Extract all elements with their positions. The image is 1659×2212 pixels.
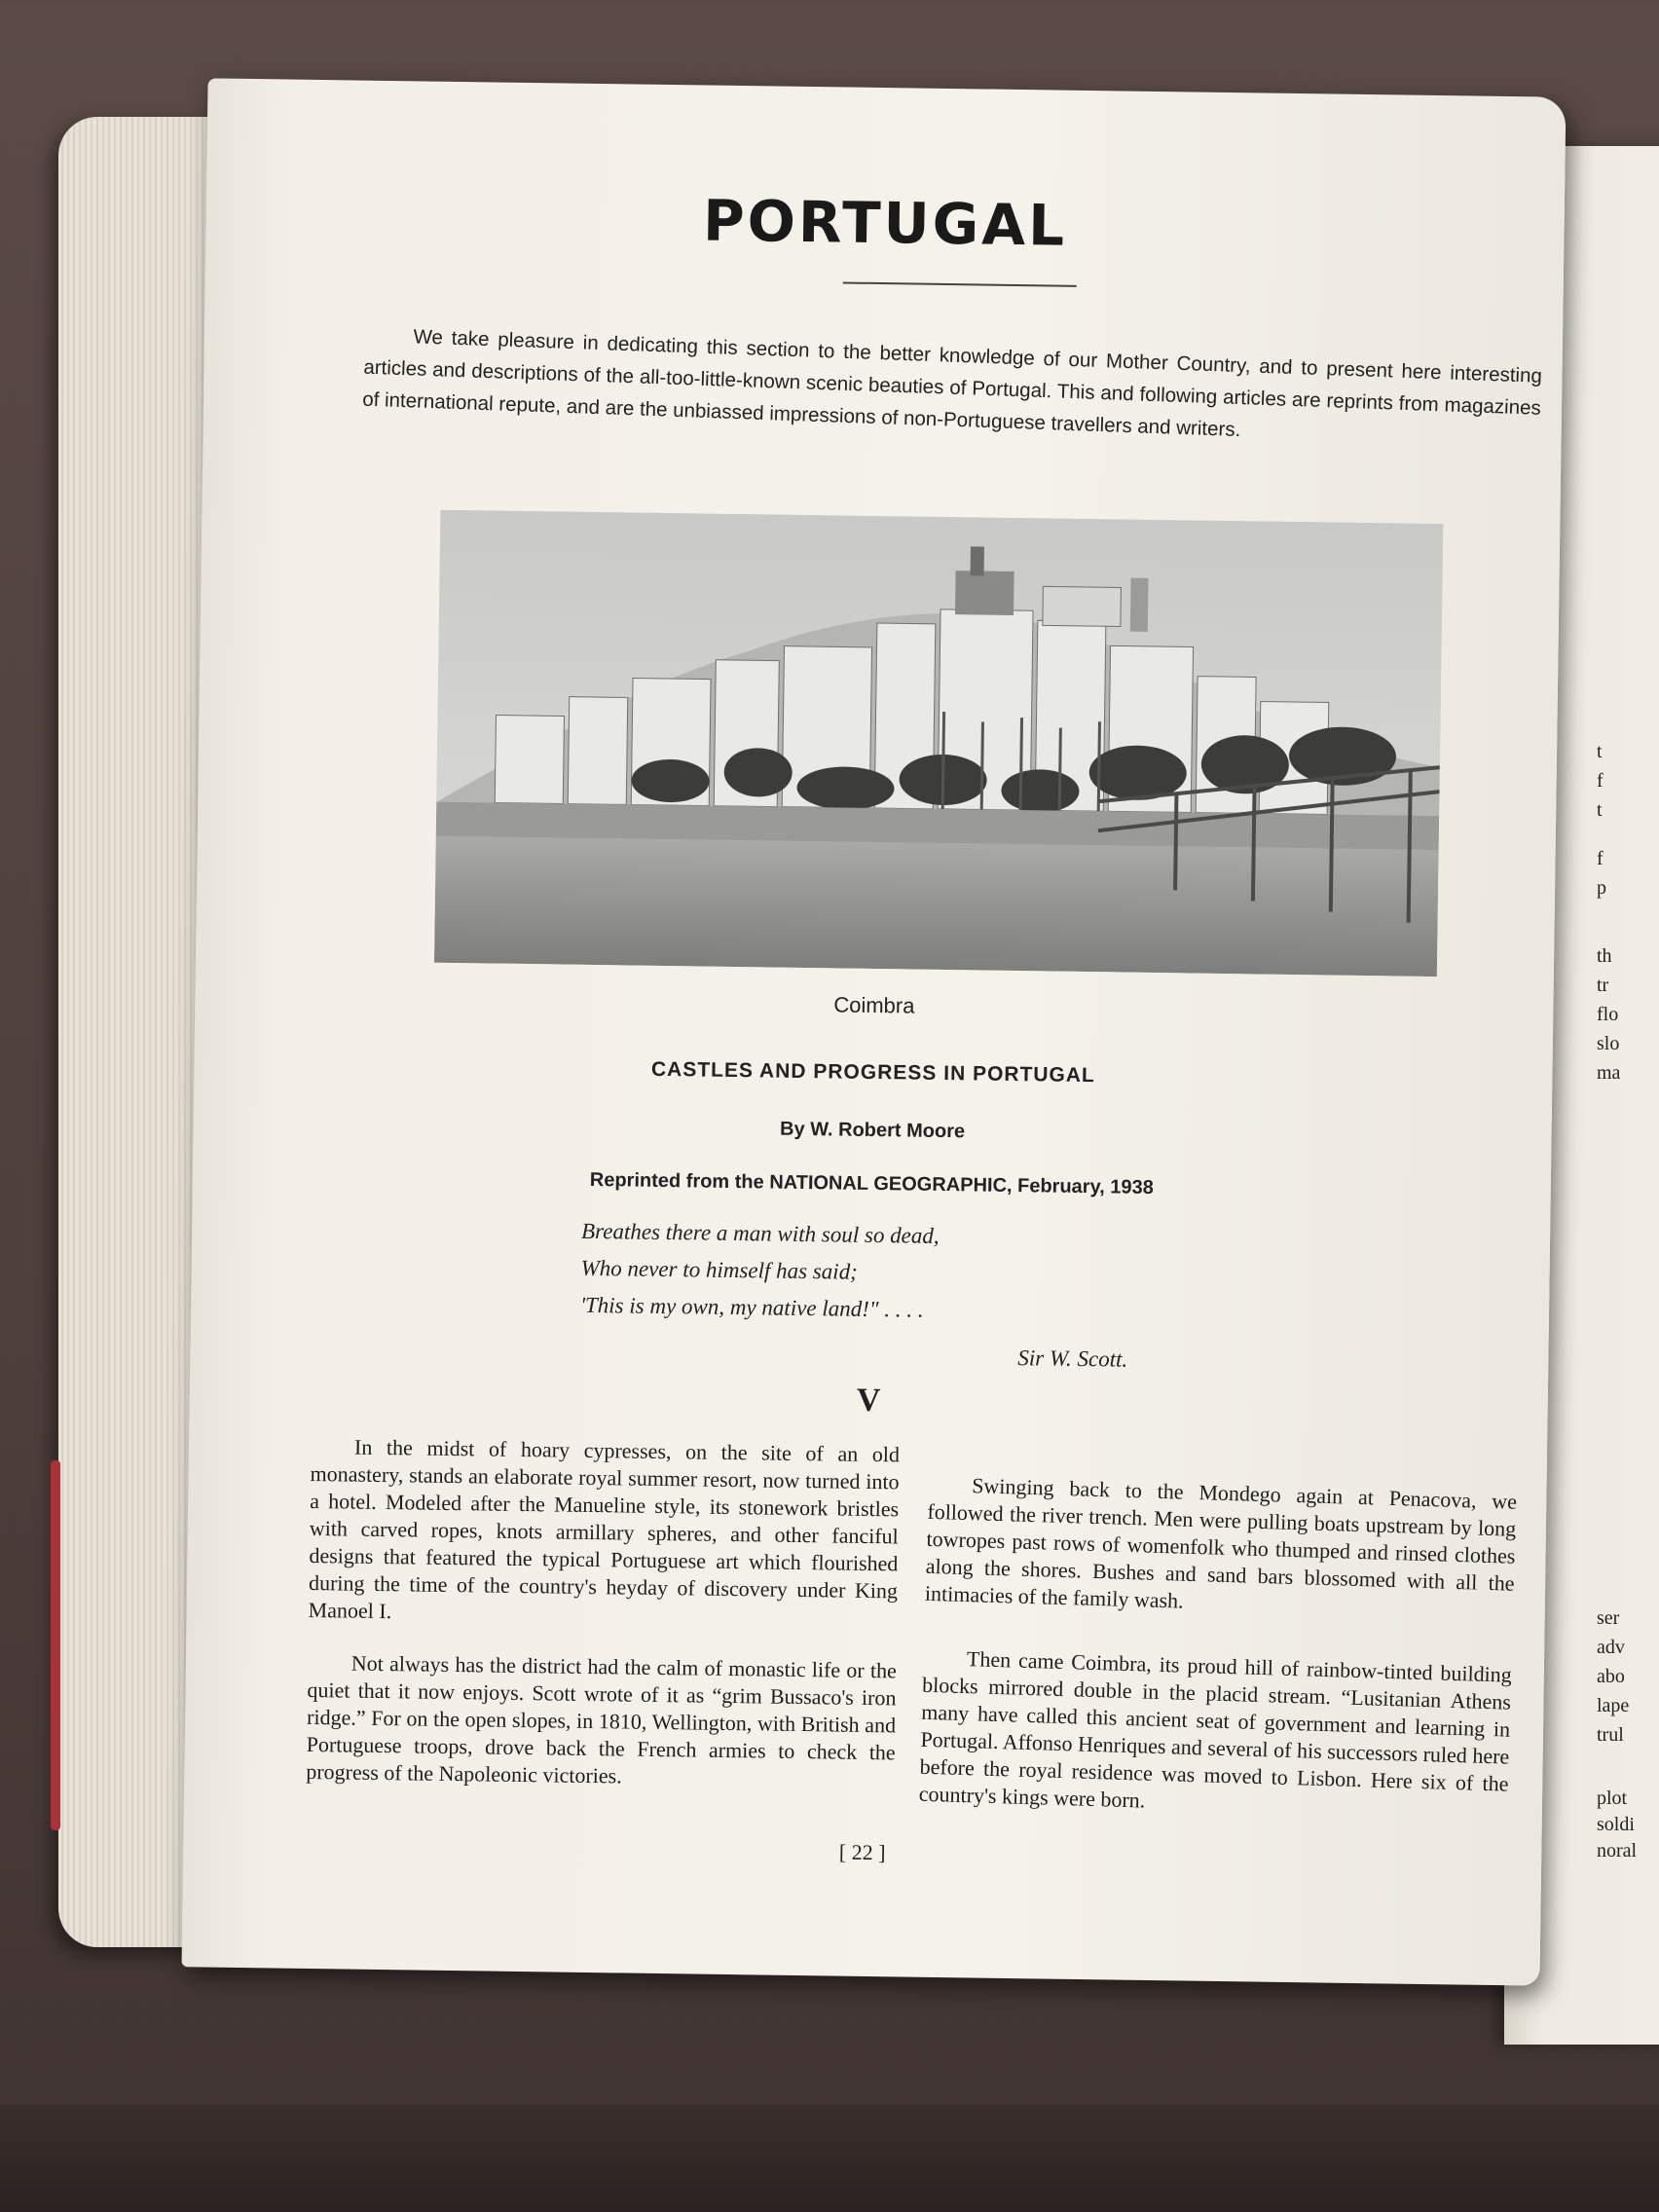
facing-fragment: soldi: [1597, 1814, 1635, 1835]
photo-caption: Coimbra: [833, 992, 915, 1018]
facing-fragment: t: [1597, 741, 1603, 762]
facing-fragment: slo: [1597, 1033, 1620, 1054]
facing-fragment: trul: [1597, 1724, 1624, 1746]
title-divider: [843, 281, 1077, 286]
facing-fragment: th: [1597, 945, 1612, 967]
book-bookmark-ribbon: [51, 1460, 60, 1830]
epigraph-line: 'This is my own, my native land!" . . . .: [579, 1292, 924, 1322]
article-source: Reprinted from the NATIONAL GEOGRAPHIC, February, 1938: [589, 1168, 1154, 1199]
facing-fragment: ma: [1597, 1062, 1621, 1084]
body-paragraph: Then came Coimbra, its proud hill of rainbow-tinted building blocks mirrored double in the placid stream. “Lusitanian Athens many have called this ancient seat of government and learning in Portugal. Affonso Henriques and several of his successors ruled here before the royal residence was moved to Lisbon. Here six of the country's kings were born.: [918, 1646, 1513, 1813]
body-paragraph: Not always has the district had the calm of monastic life or the quiet that it now enjoys. Scott wrote of it as “grim Bussaco's iron ridge.” For on the open slopes, in 1810, Wellington, with British and Portuguese troops, drove back the French armies to check the progress of the Napoleonic victories.: [306, 1650, 898, 1788]
facing-fragment: tr: [1597, 975, 1609, 996]
facing-fragment: flo: [1597, 1004, 1619, 1025]
page-number: [ 22 ]: [838, 1839, 886, 1865]
facing-fragment: ser: [1597, 1607, 1620, 1629]
desk-surface: [0, 2105, 1659, 2212]
facing-fragment: f: [1597, 848, 1604, 869]
page-title: PORTUGAL: [702, 187, 1068, 259]
facing-fragment: lape: [1597, 1695, 1630, 1716]
facing-fragment: abo: [1597, 1666, 1625, 1687]
body-paragraph: Swinging back to the Mondego again at Penacova, we followed the river trench. Men were pulling boats upstream by long towropes past rows of womenfolk who thumped and rinsed clothes along the shores. Bushes and sand bars blossomed with all the intimacies of the family wash.: [924, 1473, 1518, 1613]
left-column: [306, 1433, 900, 1819]
epigraph-line: Breathes there a man with soul so dead,: [580, 1218, 940, 1248]
coimbra-photo: [434, 510, 1443, 977]
article-byline: By W. Robert Moore: [779, 1118, 966, 1143]
book-page: [182, 78, 1567, 1985]
body-paragraph: In the midst of hoary cypresses, on the site of an old monastery, stands an elaborate royal summer resort, now turned into a hotel. Modeled after the Manueline style, its stonework bristles with carved ropes, knots armillary spheres, and other fanciful designs that featured the typical Portuguese art which flourished during the time of the country's heyday of discovery under King Manoel I.: [308, 1434, 901, 1624]
intro-paragraph: We take pleasure in dedicating this section to the better knowledge of our Mother Country, and to present here interesting articles and descriptions of the all-too-little-known scenic beauties of Portugal. This and following articles are reprints from magazines of international repute, and are the unbiassed impressions of non-Portuguese travellers and writers.: [361, 325, 1543, 442]
epigraph: [580, 1213, 1088, 1331]
facing-fragment: t: [1597, 799, 1603, 821]
facing-fragment: noral: [1597, 1840, 1638, 1862]
section-numeral: V: [856, 1382, 881, 1419]
facing-fragment: f: [1597, 770, 1604, 792]
facing-fragment: plot: [1597, 1788, 1628, 1809]
article-title: CASTLES AND PROGRESS IN PORTUGAL: [650, 1057, 1096, 1088]
epigraph-line: Who never to himself has said;: [580, 1255, 858, 1284]
facing-fragment: adv: [1597, 1637, 1625, 1658]
right-column: [917, 1471, 1517, 1862]
epigraph-attribution: Sir W. Scott.: [1017, 1346, 1128, 1372]
facing-fragment: p: [1597, 877, 1606, 899]
